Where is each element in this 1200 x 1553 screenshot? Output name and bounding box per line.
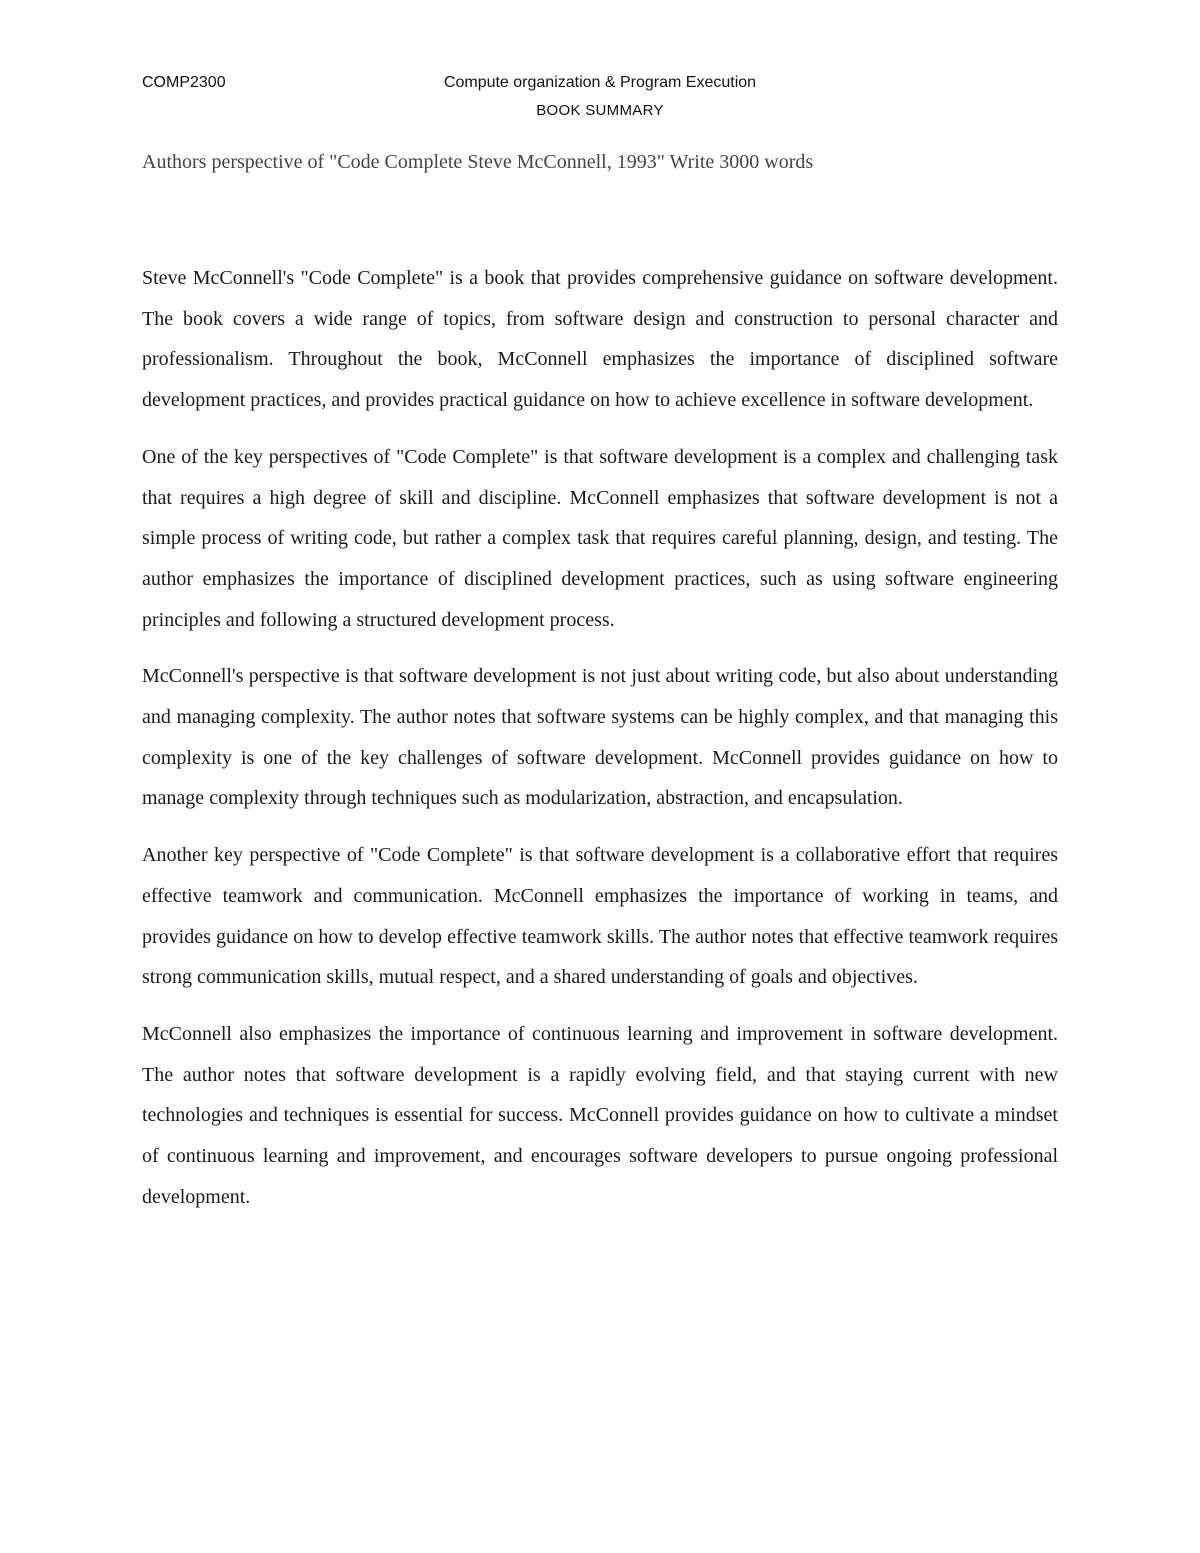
document-type: BOOK SUMMARY — [536, 102, 664, 119]
course-code: COMP2300 — [142, 74, 226, 91]
paragraph: Another key perspective of "Code Complete" is that software development is a collaborative effort that requires effective teamwork and communication. McConnell emphasizes the importance of working in teams, and provides guidance on how to develop effective teamwork skills. The author notes that effective teamwork requires strong communication skills, mutual respect, and a shared understanding of goals and objectives. — [142, 844, 1058, 989]
document-header — [142, 74, 1058, 98]
assignment-prompt: Authors perspective of "Code Complete Steve McConnell, 1993" Write 3000 words — [142, 151, 814, 173]
paragraph: One of the key perspectives of "Code Complete" is that software development is a complex and challenging task that requires a high degree of skill and discipline. McConnell emphasizes that software development is not a simple process of writing code, but rather a complex task that requires careful planning, design, and testing. The author emphasizes the importance of disciplined development practices, such as using software engineering principles and following a structured development process. — [142, 445, 1058, 631]
paragraph: McConnell also emphasizes the importance of continuous learning and improvement in software development. The author notes that software development is a rapidly evolving field, and that staying current with new technologies and techniques is essential for success. McConnell provides guidance on how to cultivate a mindset of continuous learning and improvement, and encourages software developers to pursue ongoing professional development. — [142, 1022, 1058, 1208]
course-title: Compute organization & Program Execution — [443, 74, 757, 91]
paragraph: McConnell's perspective is that software development is not just about writing code, but also about understanding and managing complexity. The author notes that software systems can be highly complex, and that managing this complexity is one of the key challenges of software development. McConnell provides guidance on how to manage complexity through techniques such as modularization, abstraction, and encapsulation. — [142, 665, 1058, 810]
paragraph: Steve McConnell's "Code Complete" is a book that provides comprehensive guidance on software development. The book covers a wide range of topics, from software design and construction to personal character and professionalism. Throughout the book, McConnell emphasizes the importance of disciplined software development practices, and provides practical guidance on how to achieve excellence in software development. — [142, 267, 1058, 412]
document-body — [142, 258, 1058, 1233]
